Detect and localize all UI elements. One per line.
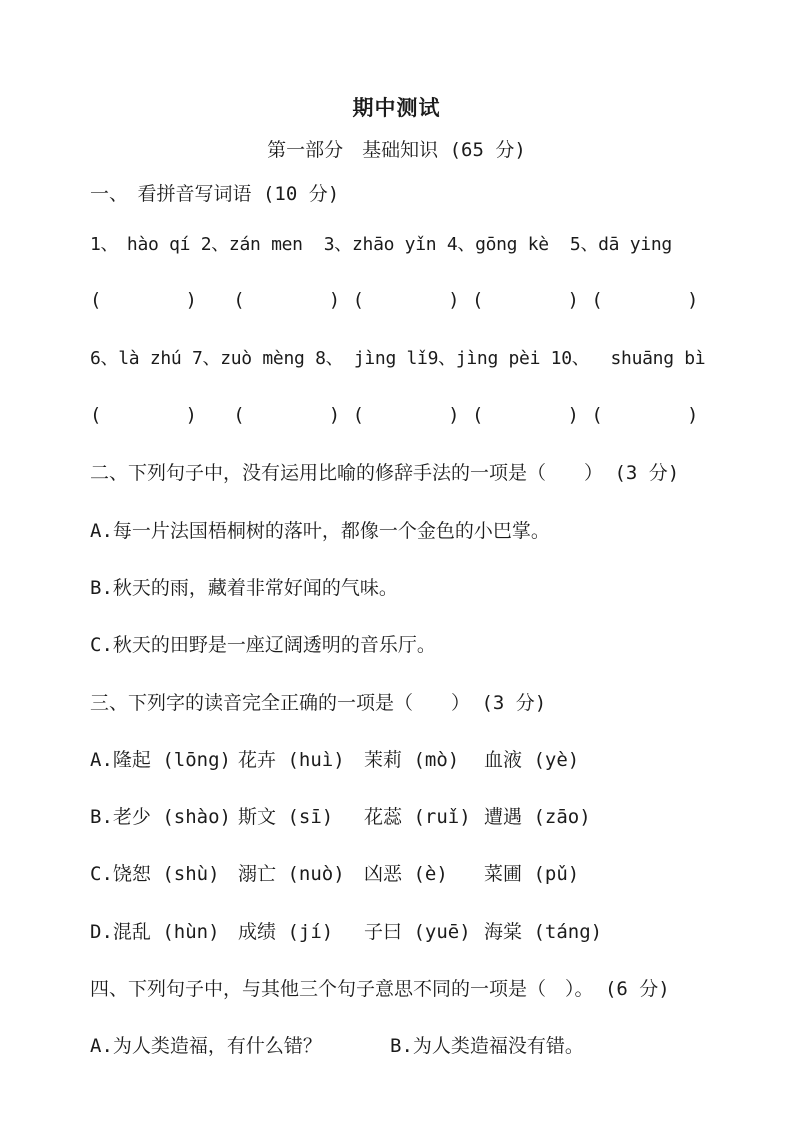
q1-pinyin-row-1: 1、 hào qí 2、zán men 3、zhāo yǐn 4、gōng kè 5、dā ying: [90, 233, 672, 255]
q2-option-a: A.每一片法国梧桐树的落叶，都像一个金色的小巴掌。: [90, 519, 550, 542]
q3-option-row-a: [0, 730, 793, 787]
q4-options-row: [0, 1016, 793, 1073]
exam-title: 期中测试: [352, 96, 441, 120]
q3-word-pinyin: 成绩 (jí): [238, 920, 334, 943]
q3-heading: 三、下列字的读音完全正确的一项是（ ） (3 分): [90, 691, 547, 714]
q4-heading: 四、下列句子中，与其他三个句子意思不同的一项是（ ）。 (6 分): [90, 978, 670, 1000]
q1-answer-blanks-1: ( ) ( ) ( ) ( ) ( ): [90, 288, 699, 311]
q3-word-pinyin: 遭遇 (zāo): [484, 806, 591, 829]
q3-option-row-d: [0, 902, 793, 959]
q3-word-pinyin: 凶恶 (è): [364, 863, 448, 886]
q3-word-pinyin: D.混乱 (hùn): [90, 920, 220, 943]
q3-word-pinyin: 茉莉 (mò): [364, 748, 460, 771]
q1-answer-blanks-2: ( ) ( ) ( ) ( ) ( ): [90, 403, 699, 426]
q3-word-pinyin: B.老少 (shào): [90, 806, 231, 829]
q2-heading: 二、下列句子中，没有运用比喻的修辞手法的一项是（ ） (3 分): [90, 462, 680, 485]
q4-option-b: B.为人类造福没有错。: [390, 1035, 584, 1058]
q3-word-pinyin: 血液 (yè): [484, 748, 580, 771]
q4-option-a: A.为人类造福，有什么错？: [90, 1035, 322, 1058]
q2-option-c: C.秋天的田野是一座辽阔透明的音乐厅。: [90, 634, 436, 657]
q3-word-pinyin: 花蕊 (ruǐ): [364, 806, 471, 829]
top-margin: [0, 0, 793, 88]
q3-word-pinyin: 溺亡 (nuò): [238, 863, 345, 886]
q3-word-pinyin: C.饶恕 (shù): [90, 863, 220, 886]
q1-pinyin-row-2: 6、là zhú 7、zuò mèng 8、 jìng lǐ9、jìng pèi 10、 shuāng bì: [90, 348, 706, 370]
q3-word-pinyin: 菜圃 (pǔ): [484, 863, 580, 886]
section-heading: 第一部分 基础知识 (65 分): [267, 138, 526, 161]
q3-word-pinyin: 花卉 (huì): [238, 748, 345, 771]
q1-heading: 一、 看拼音写词语 (10 分): [90, 182, 340, 205]
q3-word-pinyin: 海棠 (táng): [484, 920, 603, 943]
q3-option-row-b: [0, 787, 793, 844]
q2-option-b: B.秋天的雨，藏着非常好闻的气味。: [90, 576, 398, 599]
q3-word-pinyin: 斯文 (sī): [238, 806, 334, 829]
q3-word-pinyin: 子曰 (yuē): [364, 920, 471, 943]
q3-option-row-c: [0, 844, 793, 901]
q3-word-pinyin: A.隆起 (lōng): [90, 748, 231, 771]
